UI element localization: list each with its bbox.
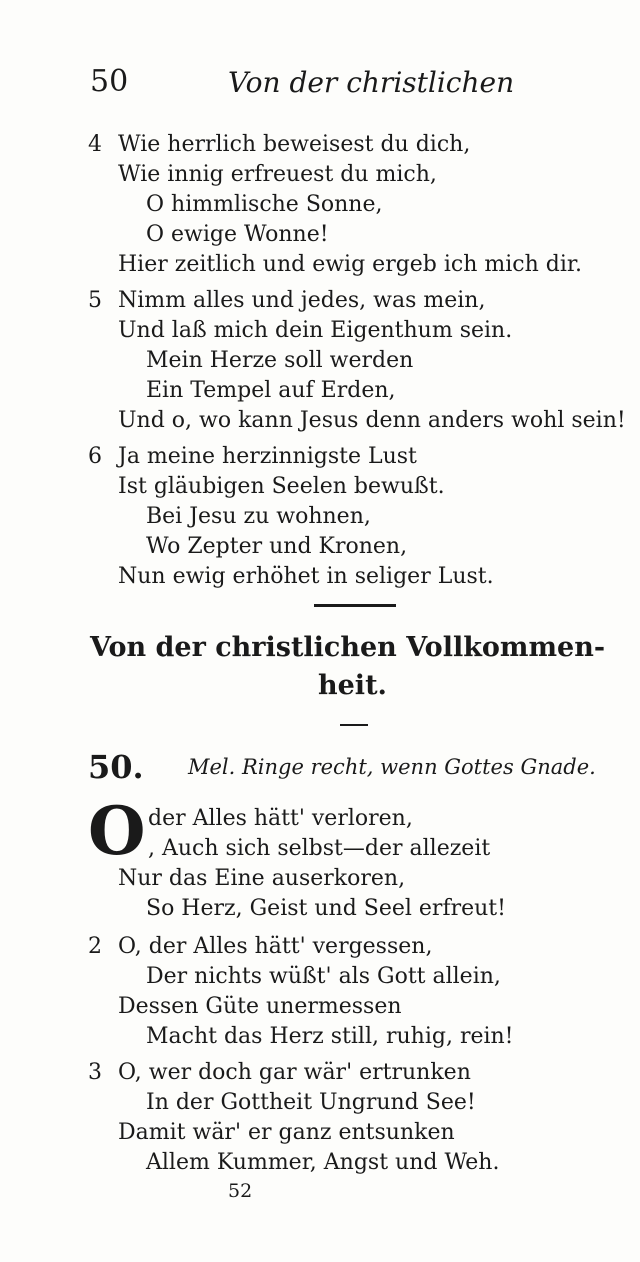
verse-line: Ja meine herzinnigste Lust	[118, 444, 417, 469]
stanza-number: 5	[88, 288, 102, 313]
section-title-line2: heit.	[318, 670, 387, 701]
drop-cap: O	[88, 792, 146, 870]
verse-line: Allem Kummer, Angst und Weh.	[146, 1150, 500, 1175]
verse-line: Wie innig erfreuest du mich,	[118, 162, 437, 187]
verse-line: Und laß mich dein Eigenthum sein.	[118, 318, 513, 343]
verse-line: der Alles hätt' verloren,	[148, 806, 413, 831]
stanza-number: 2	[88, 934, 102, 959]
verse-line: Ein Tempel auf Erden,	[146, 378, 396, 403]
verse-line: O ewige Wonne!	[146, 222, 329, 247]
verse-line: Nur das Eine auserkoren,	[118, 866, 406, 891]
verse-line: Und o, wo kann Jesus denn anders wohl sein!	[118, 408, 626, 433]
verse-line: Damit wär' er ganz entsunken	[118, 1120, 455, 1145]
verse-line: Ist gläubigen Seelen bewußt.	[118, 474, 445, 499]
verse-line: Hier zeitlich und ewig ergeb ich mich dir.	[118, 252, 582, 277]
verse-line: Dessen Güte unermessen	[118, 994, 402, 1019]
verse-line: O himmlische Sonne,	[146, 192, 383, 217]
verse-line: O, wer doch gar wär' ertrunken	[118, 1060, 471, 1085]
page-number: 50	[90, 64, 129, 99]
signature-mark: 52	[228, 1180, 253, 1202]
stanza-number: 3	[88, 1060, 102, 1085]
stanza-number: 4	[88, 132, 102, 157]
section-divider	[314, 604, 396, 607]
verse-line: O, der Alles hätt' vergessen,	[118, 934, 433, 959]
verse-line: , Auch sich selbst—der allezeit	[148, 836, 491, 861]
verse-line: Bei Jesu zu wohnen,	[146, 504, 371, 529]
verse-line: Wie herrlich beweisest du dich,	[118, 132, 471, 157]
verse-line: Nun ewig erhöhet in seliger Lust.	[118, 564, 494, 589]
verse-line: Der nichts wüßt' als Gott allein,	[146, 964, 501, 989]
verse-line: Nimm alles und jedes, was mein,	[118, 288, 486, 313]
hymn-number: 50.	[88, 748, 144, 786]
running-title: Von der christlichen	[228, 66, 515, 99]
verse-line: Wo Zepter und Kronen,	[146, 534, 408, 559]
verse-line: Macht das Herz still, ruhig, rein!	[146, 1024, 514, 1049]
section-title-line1: Von der christlichen Vollkommen-	[90, 632, 606, 663]
short-divider	[340, 724, 368, 726]
verse-line: So Herz, Geist und Seel erfreut!	[146, 896, 506, 921]
verse-line: Mein Herze soll werden	[146, 348, 414, 373]
melody-line: Mel. Ringe recht, wenn Gottes Gnade.	[188, 755, 596, 779]
stanza-number: 6	[88, 444, 102, 469]
verse-line: In der Gottheit Ungrund See!	[146, 1090, 476, 1115]
